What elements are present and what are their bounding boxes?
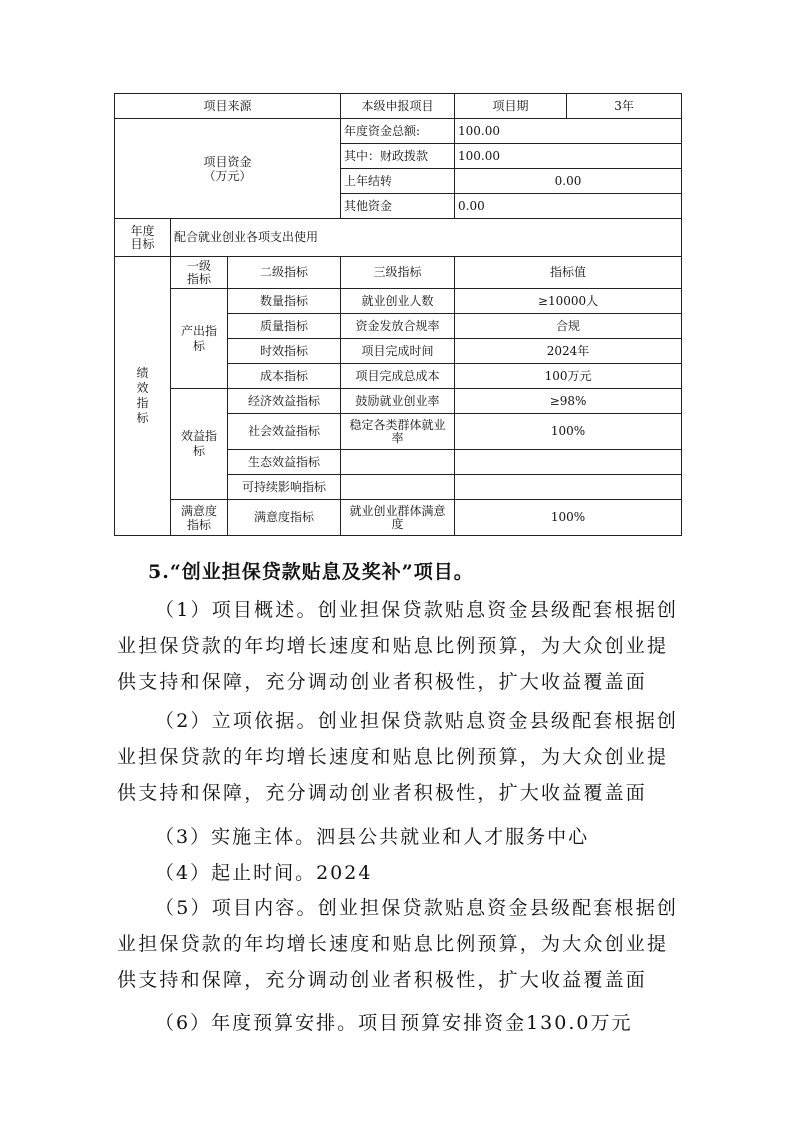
funds-item-label: 上年结转 <box>341 169 455 194</box>
funds-item-value: 100.00 <box>455 119 682 144</box>
funds-label: 项目资金（万元） <box>115 119 341 219</box>
level1-cell: 满意度指标 <box>171 500 228 536</box>
header-level3: 三级指标 <box>341 257 455 289</box>
level3-cell: 就业创业人数 <box>341 289 455 314</box>
value-cell: ≥10000人 <box>455 289 682 314</box>
paragraph-implementer: （3）实施主体。泗县公共就业和人才服务中心 <box>155 826 590 848</box>
level3-cell <box>341 450 455 475</box>
table-row <box>115 94 682 119</box>
period-label: 项目期 <box>455 94 567 119</box>
funds-item-value: 0.00 <box>455 194 682 219</box>
level3-cell <box>341 475 455 500</box>
level1-cell: 产出指标 <box>171 289 228 389</box>
paragraph-period: （4）起止时间。2024 <box>155 862 373 884</box>
source-label: 项目来源 <box>115 94 341 119</box>
header-level1: 一级指标 <box>171 257 228 289</box>
paragraph-overview: （1）项目概述。创业担保贷款贴息资金县级配套根据创业担保贷款的年均增长速度和贴息比例预算，为大众创业提供支持和保障，充分调动创业者积极性，扩大收益覆盖面 <box>117 599 679 693</box>
value-cell <box>455 450 682 475</box>
table-row <box>115 257 682 289</box>
value-cell: 100% <box>455 500 682 536</box>
source-value: 本级申报项目 <box>341 94 455 119</box>
level2-cell: 满意度指标 <box>228 500 341 536</box>
funds-item-value: 0.00 <box>455 169 682 194</box>
level2-cell: 质量指标 <box>228 314 341 339</box>
paragraph-content: （5）项目内容。创业担保贷款贴息资金县级配套根据创业担保贷款的年均增长速度和贴息比例预算，为大众创业提供支持和保障，充分调动创业者积极性，扩大收益覆盖面 <box>117 897 679 991</box>
level2-cell: 社会效益指标 <box>228 414 341 450</box>
level3-cell: 鼓励就业创业率 <box>341 389 455 414</box>
level2-cell: 时效指标 <box>228 339 341 364</box>
value-cell: 100万元 <box>455 364 682 389</box>
level2-cell: 经济效益指标 <box>228 389 341 414</box>
paragraph-basis: （2）立项依据。创业担保贷款贴息资金县级配套根据创业担保贷款的年均增长速度和贴息比例预算，为大众创业提供支持和保障，充分调动创业者积极性，扩大收益覆盖面 <box>117 710 679 804</box>
funds-item-label: 其中：财政拨款 <box>341 144 455 169</box>
table-row <box>115 119 682 144</box>
value-cell: 合规 <box>455 314 682 339</box>
value-cell: ≥98% <box>455 389 682 414</box>
goal-label: 年度目标 <box>115 219 171 257</box>
table-row <box>115 500 682 536</box>
table-row <box>115 389 682 414</box>
funds-item-value: 100.00 <box>455 144 682 169</box>
performance-table <box>114 93 682 536</box>
level3-cell: 项目完成总成本 <box>341 364 455 389</box>
level2-cell: 生态效益指标 <box>228 450 341 475</box>
section-title: 5.“创业担保贷款贴息及奖补”项目。 <box>148 561 474 583</box>
level2-cell: 数量指标 <box>228 289 341 314</box>
header-level2: 二级指标 <box>228 257 341 289</box>
level2-cell: 可持续影响指标 <box>228 475 341 500</box>
value-cell: 100% <box>455 414 682 450</box>
value-cell <box>455 475 682 500</box>
level3-cell: 就业创业群体满意度 <box>341 500 455 536</box>
header-value: 指标值 <box>455 257 682 289</box>
goal-value: 配合就业创业各项支出使用 <box>171 219 682 257</box>
level1-cell: 效益指标 <box>171 389 228 500</box>
level3-cell: 稳定各类群体就业率 <box>341 414 455 450</box>
funds-item-label: 其他资金 <box>341 194 455 219</box>
value-cell: 2024年 <box>455 339 682 364</box>
table-row <box>115 219 682 257</box>
performance-label: 绩效指标 <box>115 257 171 536</box>
table-row <box>115 289 682 314</box>
paragraph-budget: （6）年度预算安排。项目预算安排资金130.0万元 <box>155 1012 633 1034</box>
level3-cell: 资金发放合规率 <box>341 314 455 339</box>
level2-cell: 成本指标 <box>228 364 341 389</box>
period-value: 3年 <box>567 94 682 119</box>
level3-cell: 项目完成时间 <box>341 339 455 364</box>
funds-item-label: 年度资金总额: <box>341 119 455 144</box>
